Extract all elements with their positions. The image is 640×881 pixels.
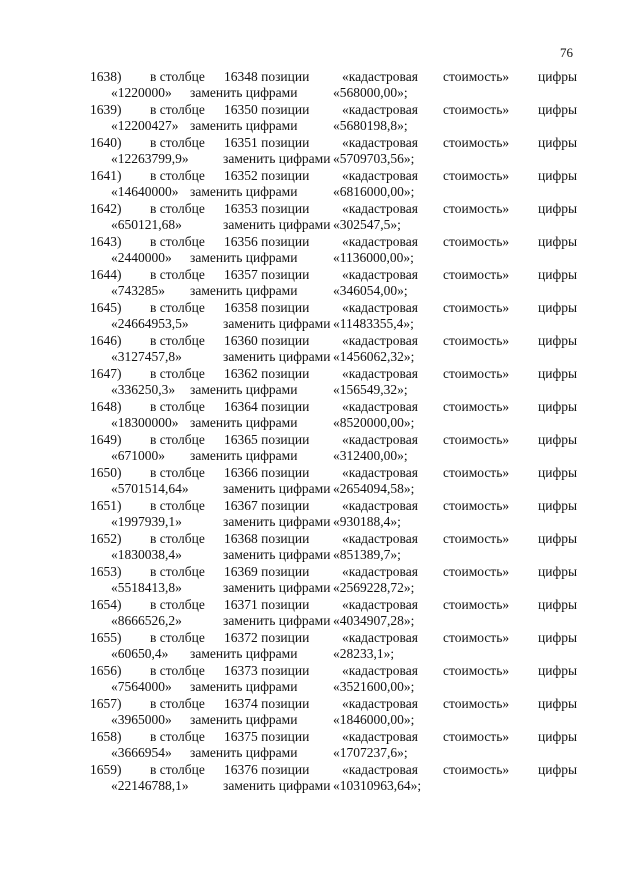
amendment-entry <box>0 299 640 332</box>
replace-phrase: заменить цифрами <box>223 778 331 793</box>
entry-second-line <box>0 183 640 200</box>
old-value: «1997939,1» <box>111 514 182 529</box>
replace-phrase: заменить цифрами <box>190 118 298 133</box>
replace-phrase: заменить цифрами <box>190 448 298 463</box>
entry-number: 1651) <box>90 498 122 513</box>
digits-word: цифры <box>538 762 578 777</box>
value-word: стоимость» <box>443 300 510 315</box>
replace-phrase: заменить цифрами <box>190 679 298 694</box>
new-value: «8520000,00»; <box>333 415 415 430</box>
new-value: «28233,1»; <box>333 646 395 661</box>
position-label: 16374 позиции <box>224 696 310 711</box>
replace-phrase: заменить цифрами <box>223 514 331 529</box>
entry-second-line <box>0 678 640 695</box>
digits-word: цифры <box>538 201 578 216</box>
entry-first-line <box>0 497 640 514</box>
column-label: в столбце <box>150 663 205 678</box>
column-label: в столбце <box>150 399 205 414</box>
amendment-entry <box>0 233 640 266</box>
amendment-entry <box>0 761 640 794</box>
column-label: в столбце <box>150 234 205 249</box>
digits-word: цифры <box>538 300 578 315</box>
entry-second-line <box>0 315 640 332</box>
new-value: «3521600,00»; <box>333 679 415 694</box>
value-word: стоимость» <box>443 564 510 579</box>
amendment-entry <box>0 530 640 563</box>
cadastral-word: «кадастровая <box>342 663 418 678</box>
old-value: «60650,4» <box>111 646 169 661</box>
entry-first-line <box>0 728 640 745</box>
replace-phrase: заменить цифрами <box>223 547 331 562</box>
new-value: «930188,4»; <box>333 514 401 529</box>
amendment-entry <box>0 662 640 695</box>
cadastral-word: «кадастровая <box>342 267 418 282</box>
replace-phrase: заменить цифрами <box>190 712 298 727</box>
value-word: стоимость» <box>443 663 510 678</box>
amendment-entry <box>0 398 640 431</box>
digits-word: цифры <box>538 630 578 645</box>
column-label: в столбце <box>150 564 205 579</box>
replace-phrase: заменить цифрами <box>190 184 298 199</box>
value-word: стоимость» <box>443 234 510 249</box>
old-value: «8666526,2» <box>111 613 182 628</box>
old-value: «3965000» <box>111 712 172 727</box>
cadastral-word: «кадастровая <box>342 762 418 777</box>
entry-number: 1655) <box>90 630 122 645</box>
cadastral-word: «кадастровая <box>342 498 418 513</box>
new-value: «1456062,32»; <box>333 349 415 364</box>
value-word: стоимость» <box>443 498 510 513</box>
new-value: «6816000,00»; <box>333 184 415 199</box>
entry-number: 1658) <box>90 729 122 744</box>
value-word: стоимость» <box>443 69 510 84</box>
entry-number: 1644) <box>90 267 122 282</box>
position-label: 16369 позиции <box>224 564 310 579</box>
cadastral-word: «кадастровая <box>342 729 418 744</box>
column-label: в столбце <box>150 597 205 612</box>
column-label: в столбце <box>150 168 205 183</box>
entry-number: 1642) <box>90 201 122 216</box>
old-value: «336250,3» <box>111 382 176 397</box>
new-value: «4034907,28»; <box>333 613 415 628</box>
entry-first-line <box>0 68 640 85</box>
digits-word: цифры <box>538 234 578 249</box>
column-label: в столбце <box>150 69 205 84</box>
column-label: в столбце <box>150 267 205 282</box>
value-word: стоимость» <box>443 696 510 711</box>
entry-number: 1643) <box>90 234 122 249</box>
new-value: «10310963,64»; <box>333 778 422 793</box>
cadastral-word: «кадастровая <box>342 465 418 480</box>
digits-word: цифры <box>538 69 578 84</box>
old-value: «5701514,64» <box>111 481 189 496</box>
digits-word: цифры <box>538 498 578 513</box>
entry-first-line <box>0 365 640 382</box>
position-label: 16348 позиции <box>224 69 310 84</box>
entry-first-line <box>0 464 640 481</box>
entry-number: 1656) <box>90 663 122 678</box>
cadastral-word: «кадастровая <box>342 300 418 315</box>
amendment-entry <box>0 464 640 497</box>
value-word: стоимость» <box>443 168 510 183</box>
entry-second-line <box>0 744 640 761</box>
entry-first-line <box>0 266 640 283</box>
column-label: в столбце <box>150 366 205 381</box>
entry-first-line <box>0 563 640 580</box>
column-label: в столбце <box>150 498 205 513</box>
position-label: 16372 позиции <box>224 630 310 645</box>
entry-first-line <box>0 332 640 349</box>
replace-phrase: заменить цифрами <box>190 415 298 430</box>
old-value: «22146788,1» <box>111 778 189 793</box>
entry-second-line <box>0 150 640 167</box>
entry-first-line <box>0 398 640 415</box>
replace-phrase: заменить цифрами <box>190 250 298 265</box>
new-value: «2654094,58»; <box>333 481 415 496</box>
value-word: стоимость» <box>443 465 510 480</box>
digits-word: цифры <box>538 531 578 546</box>
new-value: «1136000,00»; <box>333 250 414 265</box>
position-label: 16371 позиции <box>224 597 310 612</box>
new-value: «5709703,56»; <box>333 151 415 166</box>
old-value: «12263799,9» <box>111 151 189 166</box>
column-label: в столбце <box>150 762 205 777</box>
entry-second-line <box>0 579 640 596</box>
position-label: 16376 позиции <box>224 762 310 777</box>
amendment-entry <box>0 695 640 728</box>
entry-first-line <box>0 530 640 547</box>
entry-number: 1648) <box>90 399 122 414</box>
old-value: «743285» <box>111 283 165 298</box>
entry-second-line <box>0 84 640 101</box>
replace-phrase: заменить цифрами <box>190 85 298 100</box>
position-label: 16375 позиции <box>224 729 310 744</box>
digits-word: цифры <box>538 597 578 612</box>
entry-second-line <box>0 513 640 530</box>
value-word: стоимость» <box>443 432 510 447</box>
replace-phrase: заменить цифрами <box>223 151 331 166</box>
entry-first-line <box>0 431 640 448</box>
entry-second-line <box>0 348 640 365</box>
position-label: 16365 позиции <box>224 432 310 447</box>
entry-second-line <box>0 612 640 629</box>
position-label: 16352 позиции <box>224 168 310 183</box>
entry-number: 1647) <box>90 366 122 381</box>
digits-word: цифры <box>538 168 578 183</box>
entry-first-line <box>0 101 640 118</box>
new-value: «568000,00»; <box>333 85 408 100</box>
entry-first-line <box>0 233 640 250</box>
position-label: 16357 позиции <box>224 267 310 282</box>
old-value: «1830038,4» <box>111 547 182 562</box>
cadastral-word: «кадастровая <box>342 135 418 150</box>
new-value: «1707237,6»; <box>333 745 408 760</box>
cadastral-word: «кадастровая <box>342 234 418 249</box>
cadastral-word: «кадастровая <box>342 531 418 546</box>
cadastral-word: «кадастровая <box>342 168 418 183</box>
entry-number: 1650) <box>90 465 122 480</box>
entry-first-line <box>0 167 640 184</box>
digits-word: цифры <box>538 696 578 711</box>
value-word: стоимость» <box>443 333 510 348</box>
column-label: в столбце <box>150 729 205 744</box>
column-label: в столбце <box>150 102 205 117</box>
old-value: «7564000» <box>111 679 172 694</box>
entry-number: 1641) <box>90 168 122 183</box>
amendment-entry <box>0 365 640 398</box>
new-value: «346054,00»; <box>333 283 408 298</box>
entry-second-line <box>0 414 640 431</box>
cadastral-word: «кадастровая <box>342 630 418 645</box>
digits-word: цифры <box>538 399 578 414</box>
digits-word: цифры <box>538 432 578 447</box>
entry-first-line <box>0 761 640 778</box>
entry-second-line <box>0 447 640 464</box>
new-value: «11483355,4»; <box>333 316 414 331</box>
cadastral-word: «кадастровая <box>342 399 418 414</box>
cadastral-word: «кадастровая <box>342 432 418 447</box>
digits-word: цифры <box>538 663 578 678</box>
position-label: 16358 позиции <box>224 300 310 315</box>
amendment-entry <box>0 629 640 662</box>
amendment-entry <box>0 200 640 233</box>
value-word: стоимость» <box>443 762 510 777</box>
replace-phrase: заменить цифрами <box>223 613 331 628</box>
replace-phrase: заменить цифрами <box>223 217 331 232</box>
entry-first-line <box>0 662 640 679</box>
entry-first-line <box>0 134 640 151</box>
amendment-entry <box>0 563 640 596</box>
entry-number: 1653) <box>90 564 122 579</box>
digits-word: цифры <box>538 465 578 480</box>
amendment-entry <box>0 266 640 299</box>
position-label: 16366 позиции <box>224 465 310 480</box>
old-value: «18300000» <box>111 415 179 430</box>
value-word: стоимость» <box>443 366 510 381</box>
entry-number: 1640) <box>90 135 122 150</box>
entry-first-line <box>0 299 640 316</box>
cadastral-word: «кадастровая <box>342 102 418 117</box>
column-label: в столбце <box>150 465 205 480</box>
amendment-list <box>0 68 640 794</box>
entry-second-line <box>0 282 640 299</box>
new-value: «851389,7»; <box>333 547 401 562</box>
digits-word: цифры <box>538 333 578 348</box>
value-word: стоимость» <box>443 531 510 546</box>
entry-second-line <box>0 711 640 728</box>
entry-second-line <box>0 249 640 266</box>
new-value: «5680198,8»; <box>333 118 408 133</box>
position-label: 16356 позиции <box>224 234 310 249</box>
column-label: в столбце <box>150 531 205 546</box>
entry-first-line <box>0 200 640 217</box>
value-word: стоимость» <box>443 201 510 216</box>
value-word: стоимость» <box>443 399 510 414</box>
cadastral-word: «кадастровая <box>342 333 418 348</box>
cadastral-word: «кадастровая <box>342 69 418 84</box>
old-value: «3127457,8» <box>111 349 182 364</box>
old-value: «14640000» <box>111 184 179 199</box>
new-value: «312400,00»; <box>333 448 408 463</box>
replace-phrase: заменить цифрами <box>190 745 298 760</box>
cadastral-word: «кадастровая <box>342 564 418 579</box>
column-label: в столбце <box>150 201 205 216</box>
new-value: «1846000,00»; <box>333 712 415 727</box>
amendment-entry <box>0 167 640 200</box>
column-label: в столбце <box>150 300 205 315</box>
cadastral-word: «кадастровая <box>342 597 418 612</box>
amendment-entry <box>0 68 640 101</box>
entry-second-line <box>0 546 640 563</box>
amendment-entry <box>0 728 640 761</box>
replace-phrase: заменить цифрами <box>223 349 331 364</box>
new-value: «302547,5»; <box>333 217 401 232</box>
value-word: стоимость» <box>443 135 510 150</box>
value-word: стоимость» <box>443 630 510 645</box>
amendment-entry <box>0 431 640 464</box>
position-label: 16360 позиции <box>224 333 310 348</box>
digits-word: цифры <box>538 366 578 381</box>
old-value: «3666954» <box>111 745 172 760</box>
entry-number: 1659) <box>90 762 122 777</box>
value-word: стоимость» <box>443 597 510 612</box>
entry-number: 1649) <box>90 432 122 447</box>
replace-phrase: заменить цифрами <box>190 646 298 661</box>
digits-word: цифры <box>538 564 578 579</box>
entry-number: 1654) <box>90 597 122 612</box>
entry-second-line <box>0 381 640 398</box>
entry-number: 1645) <box>90 300 122 315</box>
old-value: «2440000» <box>111 250 172 265</box>
entry-second-line <box>0 777 640 794</box>
amendment-entry <box>0 497 640 530</box>
old-value: «12200427» <box>111 118 179 133</box>
entry-second-line <box>0 117 640 134</box>
new-value: «2569228,72»; <box>333 580 415 595</box>
replace-phrase: заменить цифрами <box>223 580 331 595</box>
position-label: 16362 позиции <box>224 366 310 381</box>
entry-first-line <box>0 596 640 613</box>
new-value: «156549,32»; <box>333 382 408 397</box>
value-word: стоимость» <box>443 102 510 117</box>
column-label: в столбце <box>150 333 205 348</box>
entry-second-line <box>0 645 640 662</box>
position-label: 16367 позиции <box>224 498 310 513</box>
cadastral-word: «кадастровая <box>342 696 418 711</box>
entry-number: 1638) <box>90 69 122 84</box>
entry-second-line <box>0 216 640 233</box>
entry-first-line <box>0 695 640 712</box>
position-label: 16350 позиции <box>224 102 310 117</box>
entry-second-line <box>0 480 640 497</box>
value-word: стоимость» <box>443 267 510 282</box>
value-word: стоимость» <box>443 729 510 744</box>
column-label: в столбце <box>150 135 205 150</box>
column-label: в столбце <box>150 696 205 711</box>
replace-phrase: заменить цифрами <box>190 382 298 397</box>
digits-word: цифры <box>538 135 578 150</box>
position-label: 16353 позиции <box>224 201 310 216</box>
amendment-entry <box>0 596 640 629</box>
digits-word: цифры <box>538 267 578 282</box>
replace-phrase: заменить цифрами <box>223 316 331 331</box>
entry-number: 1657) <box>90 696 122 711</box>
replace-phrase: заменить цифрами <box>223 481 331 496</box>
cadastral-word: «кадастровая <box>342 201 418 216</box>
old-value: «5518413,8» <box>111 580 182 595</box>
column-label: в столбце <box>150 630 205 645</box>
digits-word: цифры <box>538 102 578 117</box>
amendment-entry <box>0 134 640 167</box>
old-value: «1220000» <box>111 85 172 100</box>
digits-word: цифры <box>538 729 578 744</box>
entry-number: 1639) <box>90 102 122 117</box>
cadastral-word: «кадастровая <box>342 366 418 381</box>
position-label: 16364 позиции <box>224 399 310 414</box>
old-value: «650121,68» <box>111 217 182 232</box>
amendment-entry <box>0 332 640 365</box>
entry-number: 1652) <box>90 531 122 546</box>
amendment-entry <box>0 101 640 134</box>
replace-phrase: заменить цифрами <box>190 283 298 298</box>
position-label: 16351 позиции <box>224 135 310 150</box>
position-label: 16373 позиции <box>224 663 310 678</box>
entry-first-line <box>0 629 640 646</box>
old-value: «24664953,5» <box>111 316 189 331</box>
position-label: 16368 позиции <box>224 531 310 546</box>
page-number: 76 <box>560 45 573 60</box>
old-value: «671000» <box>111 448 165 463</box>
column-label: в столбце <box>150 432 205 447</box>
entry-number: 1646) <box>90 333 122 348</box>
